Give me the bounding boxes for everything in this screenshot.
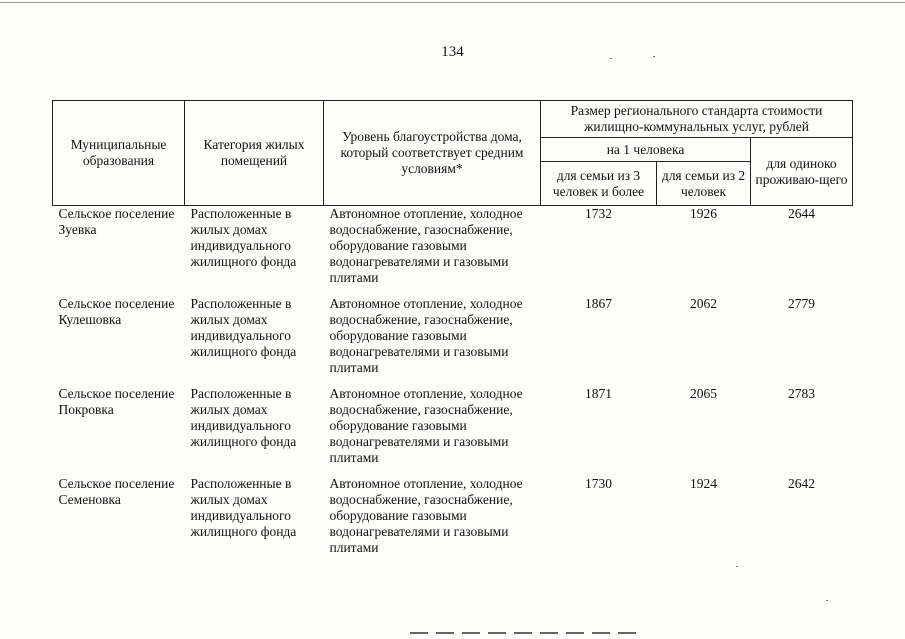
table-row xyxy=(53,474,853,564)
cell-municipality: Сельское поселение Зуевка xyxy=(58,206,175,237)
cell-family3: 1867 xyxy=(585,296,612,311)
scan-bottom-marks xyxy=(410,632,640,634)
table-row xyxy=(53,206,853,295)
cell-category: Расположенные в жилых домах индивидуального жилищного фонда xyxy=(190,476,297,539)
cell-single: 2779 xyxy=(788,296,815,311)
cell-level: Автономное отопление, холодное водоснабжение, газоснабжение, оборудование газовыми водонагревателями и газовыми плитами xyxy=(329,296,523,375)
cell-family2: 1926 xyxy=(690,206,717,221)
cell-category: Расположенные в жилых домах индивидуального жилищного фонда xyxy=(190,206,297,269)
header-family3: для семьи из 3 человек и более xyxy=(541,162,657,206)
header-single: для одиноко проживаю-щего xyxy=(751,138,853,206)
cell-family3: 1871 xyxy=(585,386,612,401)
cell-single: 2644 xyxy=(788,206,815,221)
cell-level: Автономное отопление, холодное водоснабжение, газоснабжение, оборудование газовыми водонагревателями и газовыми плитами xyxy=(329,476,523,555)
cell-single: 2642 xyxy=(788,476,815,491)
header-municipality: Муниципальные образования xyxy=(53,101,185,206)
table-body xyxy=(53,206,853,565)
housing-standard-table xyxy=(52,100,853,564)
cell-single: 2783 xyxy=(788,386,815,401)
scan-speck xyxy=(826,600,828,601)
page-top-edge xyxy=(0,2,905,3)
cell-level: Автономное отопление, холодное водоснабжение, газоснабжение, оборудование газовыми водонагревателями и газовыми плитами xyxy=(329,386,523,465)
table-row xyxy=(53,384,853,474)
scan-speck xyxy=(610,58,612,59)
scan-speck xyxy=(653,56,655,57)
scan-speck xyxy=(736,566,738,567)
cell-municipality: Сельское поселение Покровка xyxy=(58,386,175,417)
cell-family3: 1732 xyxy=(585,206,612,221)
cell-family2: 2065 xyxy=(690,386,717,401)
table-row xyxy=(53,294,853,384)
cell-family2: 1924 xyxy=(690,476,717,491)
page-number: 134 xyxy=(441,44,464,60)
cell-family3: 1730 xyxy=(585,476,612,491)
cell-municipality: Сельское поселение Семеновка xyxy=(58,476,175,507)
table-header xyxy=(53,101,853,206)
header-family2: для семьи из 2 человек xyxy=(657,162,751,206)
cell-municipality: Сельское поселение Кулешовка xyxy=(58,296,175,327)
cell-category: Расположенные в жилых домах индивидуального жилищного фонда xyxy=(190,386,297,449)
cell-category: Расположенные в жилых домах индивидуального жилищного фонда xyxy=(190,296,297,359)
cell-level: Автономное отопление, холодное водоснабжение, газоснабжение, оборудование газовыми водонагревателями и газовыми плитами xyxy=(329,206,523,285)
header-group-title: Размер регионального стандарта стоимости жилищно-коммунальных услуг, рублей xyxy=(541,101,853,138)
cell-family2: 2062 xyxy=(690,296,717,311)
header-category: Категория жилых помещений xyxy=(185,101,324,206)
header-per-person: на 1 человека xyxy=(541,138,751,162)
header-level: Уровень благоустройства дома, который соответствует средним условиям* xyxy=(324,101,541,206)
